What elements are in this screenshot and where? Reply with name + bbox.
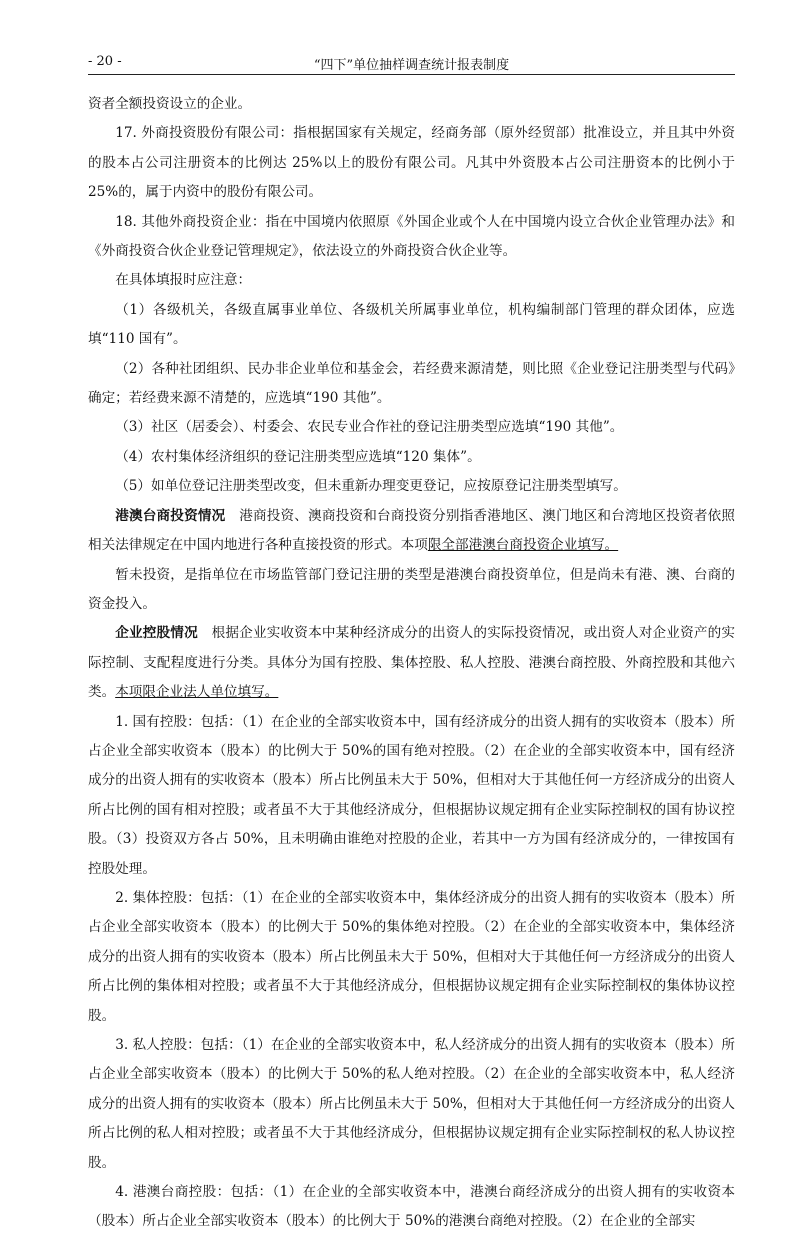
paragraph: 3. 私人控股：包括：（1）在企业的全部实收资本中，私人经济成分的出资人拥有的实收资本（股本）所占企业全部实收资本（股本）的比例大于 50%的私人绝对控股。（2）在企业的全部实收资本中，私人经济成分的出资人拥有的实收资本（股本）所占比例虽未大于 50%，但相对大于其他任何一方经济成分的出资人所占比例的私人相对控股；或者虽不大于其他经济成分，但根据协议规定拥有企业实际控制权的私人协议控股。	[88, 1037, 735, 1171]
paragraph: （4）农村集体经济组织的登记注册类型应选填“120 集体”。	[115, 448, 481, 465]
paragraph: 资者全额投资设立的企业。	[88, 96, 252, 112]
paragraph: 2. 集体控股：包括：（1）在企业的全部实收资本中，集体经济成分的出资人拥有的实收资本（股本）所占企业全部实收资本（股本）的比例大于 50%的集体绝对控股。（2）在企业的全部实收资本中，集体经济成分的出资人拥有的实收资本（股本）所占比例虽未大于 50%，但相对大于其他任何一方经济成分的出资人所占比例的集体相对控股；或者虽不大于其他经济成分，但根据协议规定拥有企业实际控制权的集体协议控股。	[88, 889, 735, 1024]
paragraph: （5）如单位登记注册类型改变，但未重新办理变更登记，应按原登记注册类型填写。	[115, 478, 627, 495]
section-heading: 企业控股情况	[115, 625, 198, 642]
paragraph-text: 根据企业实收资本中某种经济成分的出资人的实际投资情况，或出资人对企业资产的实际控制、支配程度进行分类。具体分为国有控股、集体控股、私人控股、港澳台商控股、外商控股和其他六类。	[88, 625, 736, 701]
paragraph	[88, 502, 735, 561]
page-header	[88, 50, 735, 75]
paragraph: 4. 港澳台商控股：包括：（1）在企业的全部实收资本中，港澳台商经济成分的出资人拥有的实收资本（股本）所占企业全部实收资本（股本）的比例大于 50%的港澳台商绝对控股。（2）在企业的全部实	[88, 1184, 735, 1230]
underlined-note: 限全部港澳台商投资企业填写。	[427, 537, 619, 554]
document-title: “四下”单位抽样调查统计报表制度	[313, 58, 510, 73]
paragraph: 1. 国有控股：包括：（1）在企业的全部实收资本中，国有经济成分的出资人拥有的实收资本（股本）所占企业全部实收资本（股本）的比例大于 50%的国有绝对控股。（2）在企业的全部实收资本中，国有经济成分的出资人拥有的实收资本（股本）所占比例虽未大于 50%，但相对大于其他任何一方经济成分的出资人所占比例的国有相对控股；或者虽不大于其他经济成分，但根据协议规定拥有企业实际控制权的国有协议控股。（3）投资双方各占 50%，且未明确由谁绝对控股的企业，若其中一方为国有经济成分的，一律按国有控股处理。	[88, 713, 735, 877]
paragraph: （2）各种社团组织、民办非企业单位和基金会，若经费来源清楚，则比照《企业登记注册类型与代码》确定；若经费来源不清楚的，应选填“190 其他”。	[88, 360, 735, 407]
paragraph	[88, 619, 735, 707]
paragraph: 18. 其他外商投资企业：指在中国境内依照原《外国企业或个人在中国境内设立合伙企业管理办法》和《外商投资合伙企业登记管理规定》，依法设立的外商投资合伙企业等。	[88, 213, 735, 260]
paragraph: （3）社区（居委会）、村委会、农民专业合作社的登记注册类型应选填“190 其他”。	[115, 419, 624, 436]
document-body	[88, 90, 735, 1237]
paragraph: （1）各级机关，各级直属事业单位、各级机关所属事业单位，机构编制部门管理的群众团体，应选填“110 国有”。	[88, 301, 735, 348]
section-heading: 港澳台商投资情况	[115, 507, 226, 524]
underlined-note: 本项限企业法人单位填写。	[115, 684, 279, 701]
paragraph: 在具体填报时应注意：	[115, 272, 252, 289]
paragraph: 17. 外商投资股份有限公司：指根据国家有关规定，经商务部（原外经贸部）批准设立，并且其中外资的股本占公司注册资本的比例达 25%以上的股份有限公司。凡其中外资股本占公司注册资本的比例小于 25%的，属于内资中的股份有限公司。	[88, 125, 735, 201]
paragraph-text: 港商投资、澳商投资和台商投资分别指香港地区、澳门地区和台湾地区投资者依照相关法律规定在中国内地进行各种直接投资的形式。本项	[88, 507, 736, 554]
page-number: - 20 -	[88, 54, 122, 69]
paragraph: 暂未投资，是指单位在市场监管部门登记注册的类型是港澳台商投资单位，但是尚未有港、澳、台商的资金投入。	[88, 566, 735, 612]
